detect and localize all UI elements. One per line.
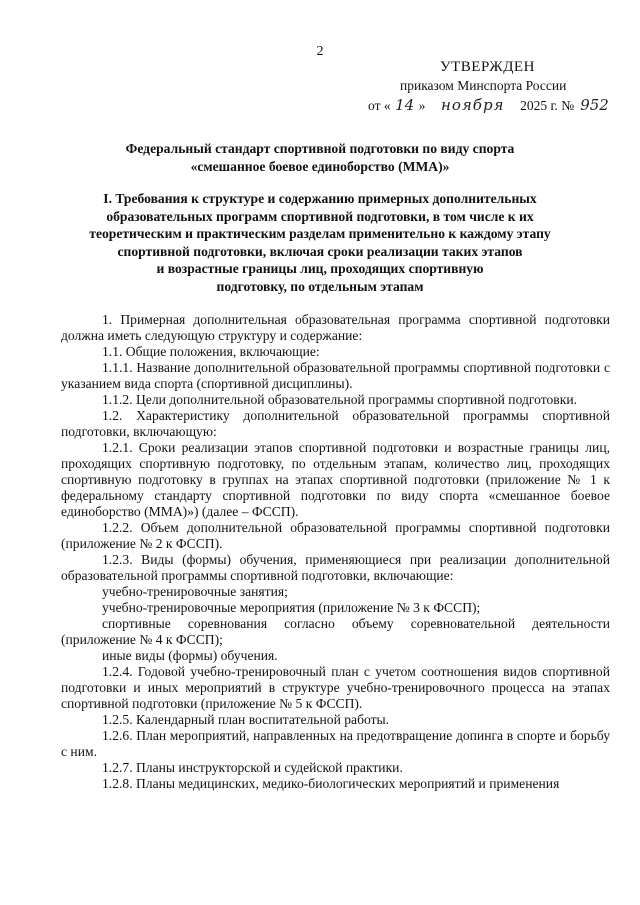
paragraph: 1.2.4. Годовой учебно-тренировочный план с учетом соотношения видов спортивной подготовки и иных мероприятий в структуре учебно-тренировочного процесса на этапах спортивной подготовки (приложение № 5 к ФССП). — [61, 664, 610, 711]
page-number: 2 — [316, 44, 324, 59]
section-title-line: теоретическим и практическим разделам применительно к каждому этапу — [89, 226, 551, 241]
document-title-line: Федеральный стандарт спортивной подготовки по виду спорта — [125, 141, 515, 156]
date-prefix: от « — [368, 98, 391, 113]
document-title-line: «смешанное боевое единоборство (ММА)» — [190, 158, 450, 174]
paragraph: иные виды (формы) обучения. — [102, 648, 278, 663]
approval-month: ноября — [440, 96, 505, 114]
paragraph: 1.2. Характеристику дополнительной образовательной программы спортивной подготовки, включающую: — [61, 408, 610, 439]
paragraph: учебно-тренировочные занятия; — [102, 584, 288, 599]
approval-year: 2025 г. № — [520, 98, 575, 113]
paragraph: 1.2.7. Планы инструкторской и судейской практики. — [102, 760, 403, 775]
paragraph: 1.2.1. Сроки реализации этапов спортивной подготовки и возрастные границы лиц, проходящих спортивную подготовку, по отдельным этапам, количество лиц, проходящих спортивную подготовку в группах на этапах спортивной подготовки (приложение № 1 к федеральному стандарту спортивной подготовки по виду спорта «смешанное боевое единоборство (ММА)») (далее – ФССП). — [61, 440, 610, 519]
paragraph: 1.2.6. План мероприятий, направленных на предотвращение допинга в спорте и борьбу с ним. — [61, 728, 610, 759]
section-title-line: образовательных программ спортивной подготовки, в том числе к их — [106, 208, 534, 224]
document-body — [61, 312, 610, 792]
approval-number: 952 — [580, 96, 609, 114]
section-title-line: и возрастные границы лиц, проходящих спортивную — [156, 261, 484, 276]
section-title-line: спортивной подготовки, включая сроки реализации таких этапов — [117, 243, 523, 259]
date-mid: » — [418, 98, 426, 113]
section-title-line: подготовку, по отдельным этапам — [216, 278, 424, 294]
approval-title: УТВЕРЖДЕН — [440, 59, 535, 75]
paragraph: 1.2.5. Календарный план воспитательной работы. — [102, 712, 390, 727]
paragraph: 1.1. Общие положения, включающие: — [102, 344, 320, 359]
paragraph: 1.2.8. Планы медицинских, медико-биологических мероприятий и применения — [102, 776, 560, 791]
document-title — [60, 140, 580, 175]
section-title — [60, 190, 580, 295]
approval-date-line — [368, 96, 612, 115]
paragraph: 1.1.2. Цели дополнительной образовательной программы спортивной подготовки. — [102, 392, 578, 407]
paragraph: 1. Примерная дополнительная образовательная программа спортивной подготовки должна иметь следующую структуру и содержание: — [61, 312, 610, 343]
approval-order: приказом Минспорта России — [400, 78, 567, 93]
paragraph: 1.2.3. Виды (формы) обучения, применяющиеся при реализации дополнительной образовательной программы спортивной подготовки, включающие: — [61, 552, 610, 583]
paragraph: 1.2.2. Объем дополнительной образовательной программы спортивной подготовки (приложение № 2 к ФССП). — [61, 520, 610, 551]
paragraph: спортивные соревнования согласно объему соревновательной деятельности (приложение № 4 к ФССП); — [61, 616, 610, 647]
section-title-line: I. Требования к структуре и содержанию примерных дополнительных — [103, 191, 537, 206]
paragraph: 1.1.1. Название дополнительной образовательной программы спортивной подготовки с указанием вида спорта (спортивной дисциплины). — [61, 360, 610, 391]
paragraph: учебно-тренировочные мероприятия (приложение № 3 к ФССП); — [102, 600, 481, 615]
approval-day: 14 — [395, 96, 415, 114]
